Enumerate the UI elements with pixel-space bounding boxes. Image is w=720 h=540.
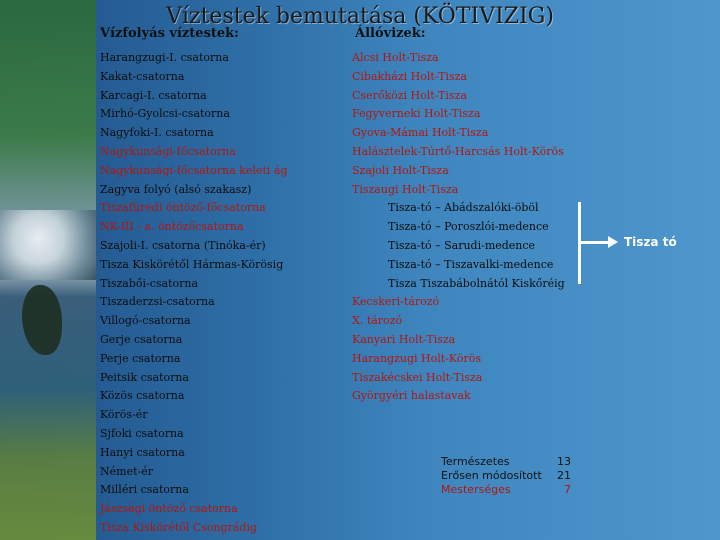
standing-water-item: Cibakházi Holt-Tisza <box>352 69 467 83</box>
standing-water-item: Szajoli Holt-Tisza <box>352 163 449 177</box>
stat-label: Természetes <box>441 455 510 468</box>
standing-water-item: Cserőközi Holt-Tisza <box>352 88 467 102</box>
stat-label: Mesterséges <box>441 483 511 496</box>
standing-water-item: Tisza-tó – Poroszlói-medence <box>388 220 549 234</box>
category-stats <box>441 455 571 497</box>
watercourse-item: Tiszafüredi öntöző-főcsatorna <box>100 201 266 215</box>
standing-water-item: Tisza-tó – Tiszavalki-medence <box>388 257 554 271</box>
standing-waters-header: Állóvizek: <box>355 26 426 41</box>
stat-value: 7 <box>564 483 571 496</box>
watercourse-item: NK-III - a. öntözőcsatorna <box>100 220 244 234</box>
standing-water-item: Tisza-tó – Abádszalóki-öböl <box>388 201 539 215</box>
page-title: Víztestek bemutatása (KÖTIVIZIG) <box>166 4 554 29</box>
watercourse-item: Tiszabői-csatorna <box>100 276 199 290</box>
arrow-right-icon <box>608 236 618 248</box>
watercourse-item: Zagyva folyó (alsó szakasz) <box>100 182 252 196</box>
standing-water-item: Fegyverneki Holt-Tisza <box>352 107 481 121</box>
watercourse-item: Német-ér <box>100 464 153 478</box>
watercourse-item: Milléri csatorna <box>100 483 189 497</box>
standing-water-item: Kanyari Holt-Tisza <box>352 332 456 346</box>
watercourse-item: Mirhó-Gyolcsi-csatorna <box>100 107 230 121</box>
standing-water-item: Kecskeri-tározó <box>352 295 440 309</box>
bracket-arrow-line <box>581 241 611 244</box>
stat-row <box>441 455 571 469</box>
standing-water-item: Alcsi Holt-Tisza <box>352 51 439 64</box>
watercourse-item: Sjfoki csatorna <box>100 426 184 440</box>
stat-value: 21 <box>557 469 571 482</box>
watercourse-item: Jászsági öntöző csatorna <box>100 502 238 516</box>
tisza-lake-label: Tisza tó <box>624 235 677 249</box>
standing-water-item: Harangzugi Holt-Körös <box>352 351 481 365</box>
watercourse-item: Villogó-csatorna <box>100 314 191 328</box>
watercourse-item: Nagykunsági-főcsatorna keleti ág <box>100 163 288 177</box>
watercourse-item: Szajoli-I. csatorna (Tinóka-ér) <box>100 238 266 252</box>
standing-waters-list <box>352 49 565 406</box>
waterfall-photo <box>0 210 96 280</box>
stat-row <box>441 483 571 497</box>
watercourse-item: Körös-ér <box>100 408 148 422</box>
standing-water-item: Tisza-tó – Sarudi-medence <box>388 238 536 252</box>
watercourses-header: Vízfolyás víztestek: <box>100 26 239 41</box>
watercourse-item: Hanyi csatorna <box>100 445 185 459</box>
watercourse-item: Karcagi-I. csatorna <box>100 88 207 102</box>
standing-water-item: Gyova-Mámai Holt-Tisza <box>352 126 489 140</box>
watercourses-list <box>100 49 288 538</box>
watercourse-item: Perje csatorna <box>100 351 181 365</box>
watercourse-item: Tiszaderzsi-csatorna <box>100 295 215 309</box>
standing-water-item: Tiszakécskei Holt-Tisza <box>352 370 483 384</box>
standing-water-item: Tiszaugi Holt-Tisza <box>352 182 459 196</box>
standing-water-item: Halásztelek-Túrtő-Harcsás Holt-Körös <box>352 144 564 158</box>
stat-value: 13 <box>557 455 571 468</box>
watercourse-item: Nagykunsági-főcsatorna <box>100 144 236 158</box>
standing-water-item: X. tározó <box>352 314 403 328</box>
watercourse-item: Gerje csatorna <box>100 332 183 346</box>
watercourse-item: Harangzugi-I. csatorna <box>100 51 229 64</box>
standing-water-item: Tisza Tiszabábolnától Kiskőréig <box>388 276 565 290</box>
watercourse-item: Tisza Kiskörétől Csongrádig <box>100 520 258 534</box>
stat-label: Erősen módosított <box>441 469 542 482</box>
standing-water-item: Györgyéri halastavak <box>352 389 471 403</box>
watercourse-item: Tisza Kiskörétől Hármas-Körösig <box>100 257 284 271</box>
stat-row <box>441 469 571 483</box>
watercourse-item: Nagyfoki-I. csatorna <box>100 126 214 140</box>
watercourse-item: Kakat-csatorna <box>100 69 185 83</box>
watercourse-item: Közös csatorna <box>100 389 185 403</box>
watercourse-item: Peitsik csatorna <box>100 370 189 384</box>
